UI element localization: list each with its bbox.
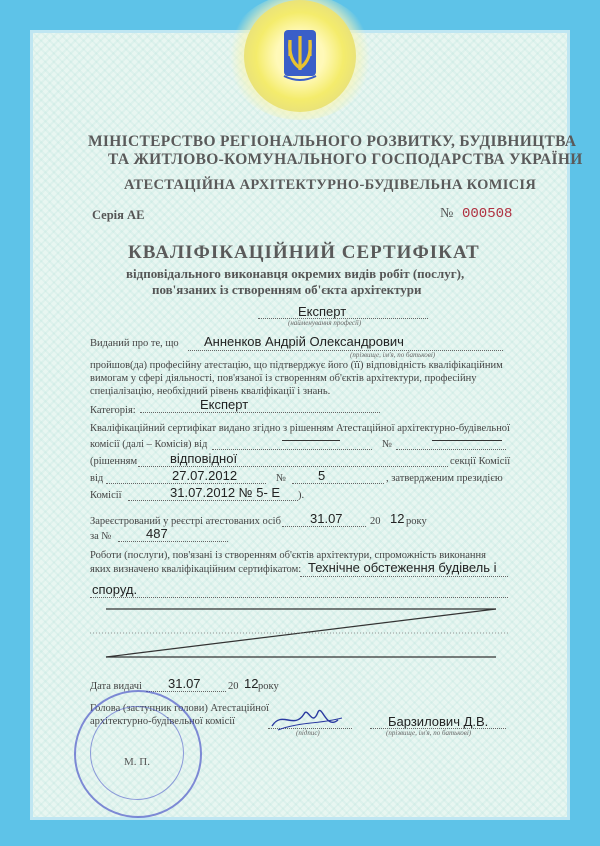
registered-date: 31.07 (310, 511, 343, 526)
from-date: 27.07.2012 (172, 468, 238, 483)
approved-label: , затвердженим президією (386, 473, 503, 484)
commission-line (128, 500, 298, 501)
seal-mark: М. П. (124, 756, 150, 768)
decision-line2: комісії (далі – Комісія) від (90, 439, 208, 450)
works-line2: яких визначено кваліфікаційним сертифікатом: (90, 564, 302, 575)
year-suffix: року (406, 516, 427, 527)
certificate-title: КВАЛІФІКАЦІЙНИЙ СЕРТИФІКАТ (128, 242, 480, 263)
works-line-b (90, 597, 508, 598)
head-line2: архітектурно-будівельної комісії (90, 716, 236, 727)
registered-date-line (282, 526, 366, 527)
issue-date-line (146, 691, 226, 692)
signature-hint: (підпис) (296, 729, 320, 737)
issue-year-prefix: 20 (228, 681, 239, 692)
commission-name: АТЕСТАЦІЙНА АРХІТЕКТУРНО-БУДІВЕЛЬНА КОМІСІЯ (124, 177, 537, 193)
ministry-line1: МІНІСТЕРСТВО РЕГІОНАЛЬНОГО РОЗВИТКУ, БУДІВНИЦТВА (88, 133, 577, 150)
certificate-number: 000508 (462, 206, 513, 222)
no-line (292, 483, 384, 484)
from-date-line (106, 483, 266, 484)
issue-date: 31.07 (168, 676, 201, 691)
decision-line (138, 466, 448, 467)
subtitle-line2: пов'язаних із створенням об'єкта архітектури (152, 282, 422, 297)
works-value1: Технічне обстеження будівель і (308, 560, 497, 575)
issue-date-label: Дата видачі (90, 681, 142, 692)
trident-icon (244, 0, 356, 112)
works-line1: Роботи (послуги), пов'язані із створенням об'єктів архітектури, спроможність виконання (90, 550, 486, 561)
number-label: № (440, 206, 454, 221)
decision-date-strike (282, 440, 340, 441)
issue-year-suffix: року (258, 681, 279, 692)
head-line1: Голова (заступник голови) Атестаційної (90, 703, 269, 714)
person-name: Анненков Андрій Олександрович (204, 334, 404, 349)
series-label: Серія АЕ (92, 208, 145, 222)
reg-no-label: за № (90, 531, 112, 542)
signature-scribble (268, 700, 348, 740)
body-line3: спеціалізацію, необхідний рівень кваліфікації і знань. (90, 386, 331, 397)
works-line-a (300, 576, 508, 577)
decision-date-line (212, 449, 372, 450)
registered-label: Зареєстрований у реєстрі атестованих осіб (90, 516, 281, 527)
body-line1: пройшов(да) професійну атестацію, що підтверджує його (її) відповідність кваліфікаційним (90, 360, 503, 371)
decision-no-label: № (382, 439, 393, 450)
emblem-circle (244, 0, 356, 112)
issued-label: Виданий про те, що (90, 338, 179, 349)
category-label: Категорія: (90, 405, 136, 416)
decision-no-strike (432, 440, 502, 441)
name-hint: (прізвище, ім'я, по батькові) (350, 351, 436, 359)
decision-no-line (396, 449, 506, 450)
category-line (140, 412, 380, 413)
close-paren: ). (298, 490, 305, 501)
decision-line1: Кваліфікаційний сертифікат видано згідно з рішенням Атестаційної архітектурно-будівельної (90, 423, 510, 434)
year-prefix: 20 (370, 516, 381, 527)
decision-label: (рішенням (90, 456, 138, 467)
no-label: № (276, 473, 287, 484)
decision-value: відповідної (170, 451, 238, 466)
signatory-hint: (прізвище, ім'я, по батькові) (386, 729, 472, 737)
category-value: Експерт (200, 397, 249, 412)
body-line2: вимогам у сфері діяльності, пов'язаної із створенням об'єктів архітектури, професійну (90, 373, 477, 384)
signatory-name: Барзилович Д.В. (388, 714, 489, 729)
reg-no-value: 487 (146, 526, 168, 541)
commission-value: 31.07.2012 № 5- Е (170, 485, 281, 500)
official-seal-inner (90, 706, 184, 800)
issue-year: 12 (244, 676, 259, 691)
strike-out-lines (90, 600, 510, 670)
reg-no-line (118, 541, 228, 542)
works-value2: споруд. (92, 582, 138, 597)
registered-year: 12 (390, 511, 405, 526)
section-label: секції Комісії (450, 456, 511, 467)
name-line (188, 350, 503, 351)
profession-value: Експерт (298, 304, 347, 319)
commission-label: Комісії (90, 490, 122, 501)
from-label: від (90, 473, 104, 484)
no-value: 5 (318, 468, 326, 483)
ministry-line2: ТА ЖИТЛОВО-КОМУНАЛЬНОГО ГОСПОДАРСТВА УКРАЇНИ (108, 151, 583, 168)
profession-hint: (найменування професії) (288, 319, 362, 327)
subtitle-line1: відповідального виконавця окремих видів робіт (послуг), (126, 266, 465, 281)
